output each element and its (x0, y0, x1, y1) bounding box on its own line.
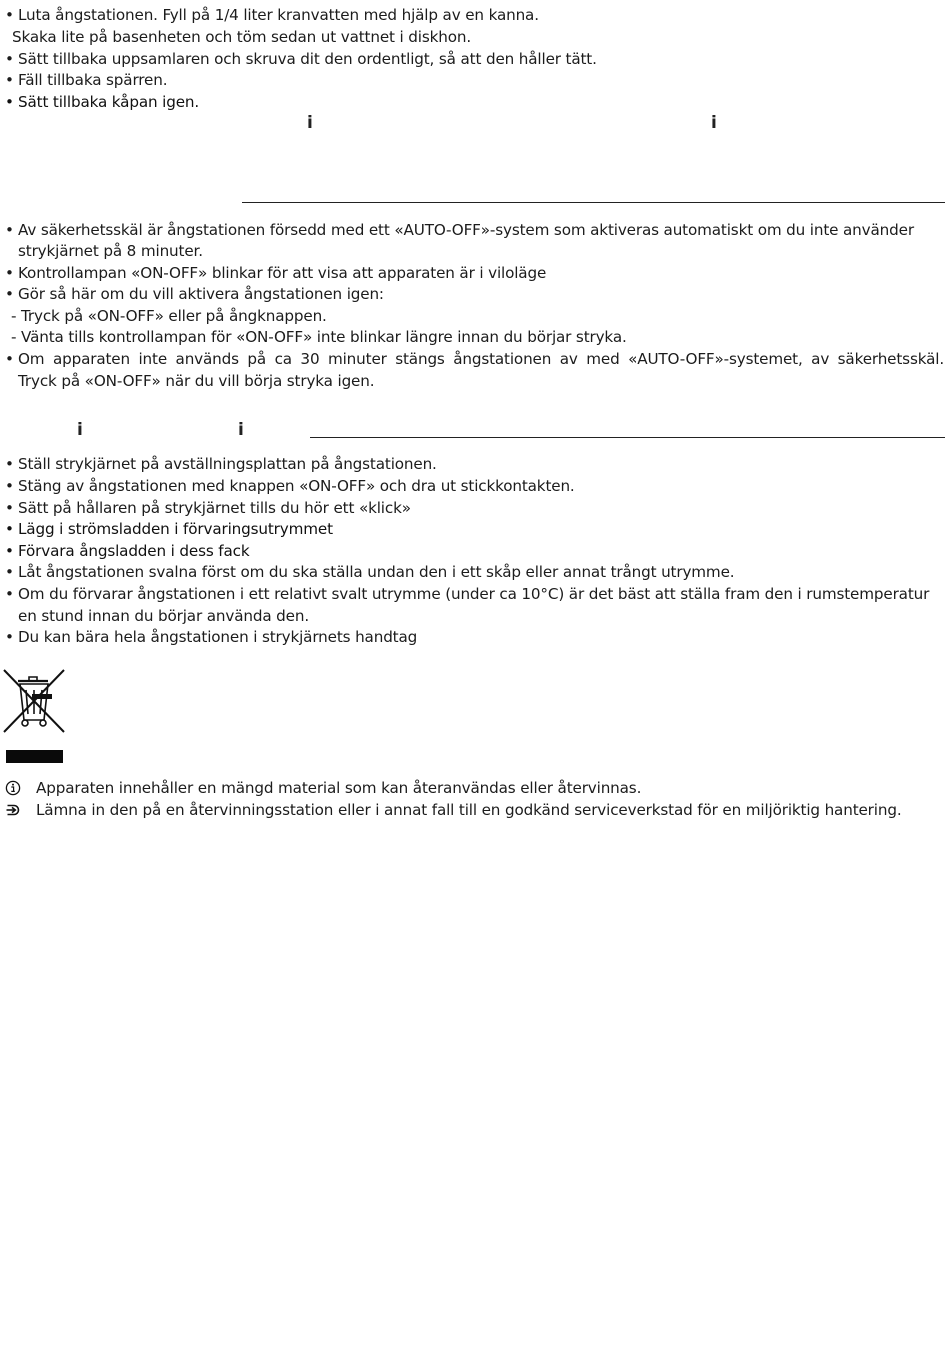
list-item: Ställ strykjärnet på avställningsplattan på ångstationen. (18, 455, 437, 473)
list-item-continuation: Tryck på «ON-OFF» när du vill börja stryka igen. (18, 372, 375, 390)
list-item: Av säkerhetsskäl är ångstationen försedd med ett «AUTO-OFF»-system som aktiveras automatiskt om du inte använder (18, 221, 914, 239)
list-item-continuation: en stund innan du börjar använda den. (18, 607, 309, 625)
bullet: • (5, 93, 14, 111)
list-item: Sätt tillbaka uppsamlaren och skruva dit den ordentligt, så att den håller tätt. (18, 50, 597, 68)
bullet: • (5, 628, 14, 646)
bullet: • (5, 50, 14, 68)
bullet: • (5, 563, 14, 581)
list-item: Om du förvarar ångstationen i ett relativt svalt utrymme (under ca 10°C) är det bäst att ställa fram den i rumstemperatur (18, 585, 930, 603)
list-item: Lägg i strömsladden i förvaringsutrymmet (18, 520, 333, 538)
bullet: • (5, 477, 14, 495)
bullet: • (5, 350, 14, 368)
bullet: • (5, 264, 14, 282)
list-item-continuation: Skaka lite på basenheten och töm sedan ut vattnet i diskhon. (12, 28, 472, 46)
section-divider (310, 437, 945, 438)
bullet: • (5, 285, 14, 303)
list-item: Låt ångstationen svalna först om du ska ställa undan den i ett skåp eller annat trångt utrymme. (18, 563, 735, 581)
bullet: • (5, 542, 14, 560)
sub-item: - Vänta tills kontrollampan för «ON-OFF» inte blinkar längre innan du börjar stryka. (11, 328, 627, 346)
heading-glyph: i (77, 420, 83, 440)
list-item: Stäng av ångstationen med knappen «ON-OFF» och dra ut stickkontakten. (18, 477, 575, 495)
list-item: Kontrollampan «ON-OFF» blinkar för att visa att apparaten är i viloläge (18, 264, 547, 282)
sub-item: - Tryck på «ON-OFF» eller på ångknappen. (11, 307, 327, 325)
heading-glyph: i (711, 113, 717, 133)
bullet: • (5, 585, 14, 603)
bullet: • (5, 520, 14, 538)
list-item: Sätt tillbaka kåpan igen. (18, 93, 200, 111)
heading-glyph: i (238, 420, 244, 440)
weee-crossed-bin-icon (2, 668, 66, 734)
list-item: Luta ångstationen. Fyll på 1/4 liter kranvatten med hjälp av en kanna. (18, 6, 539, 24)
list-item: Förvara ångsladden i dess fack (18, 542, 250, 560)
info-text: Apparaten innehåller en mängd material som kan återanvändas eller återvinnas. (36, 779, 642, 797)
bullet: • (5, 455, 14, 473)
list-item: Gör så här om du vill aktivera ångstationen igen: (18, 285, 384, 303)
list-item: Du kan bära hela ångstationen i strykjärnets handtag (18, 628, 418, 646)
list-item: Sätt på hållaren på strykjärnet tills du hör ett «klick» (18, 499, 411, 517)
bullet: • (5, 221, 14, 239)
bullet: • (5, 6, 14, 24)
arrow-right-icon (5, 802, 21, 818)
list-item-continuation: strykjärnet på 8 minuter. (18, 242, 203, 260)
heading-glyph: i (307, 113, 313, 133)
section-divider (242, 202, 945, 203)
list-item: Fäll tillbaka spärren. (18, 71, 168, 89)
info-icon (5, 780, 21, 796)
action-text: Lämna in den på en återvinningsstation eller i annat fall till en godkänd serviceverkstad för en miljöriktig hantering. (36, 801, 902, 819)
bullet: • (5, 71, 14, 89)
list-item: Om apparaten inte används på ca 30 minuter stängs ångstationen av med «AUTO-OFF»-systemet, av säkerhetsskäl. (18, 350, 944, 368)
bullet: • (5, 499, 14, 517)
black-bar-marker (6, 750, 63, 763)
